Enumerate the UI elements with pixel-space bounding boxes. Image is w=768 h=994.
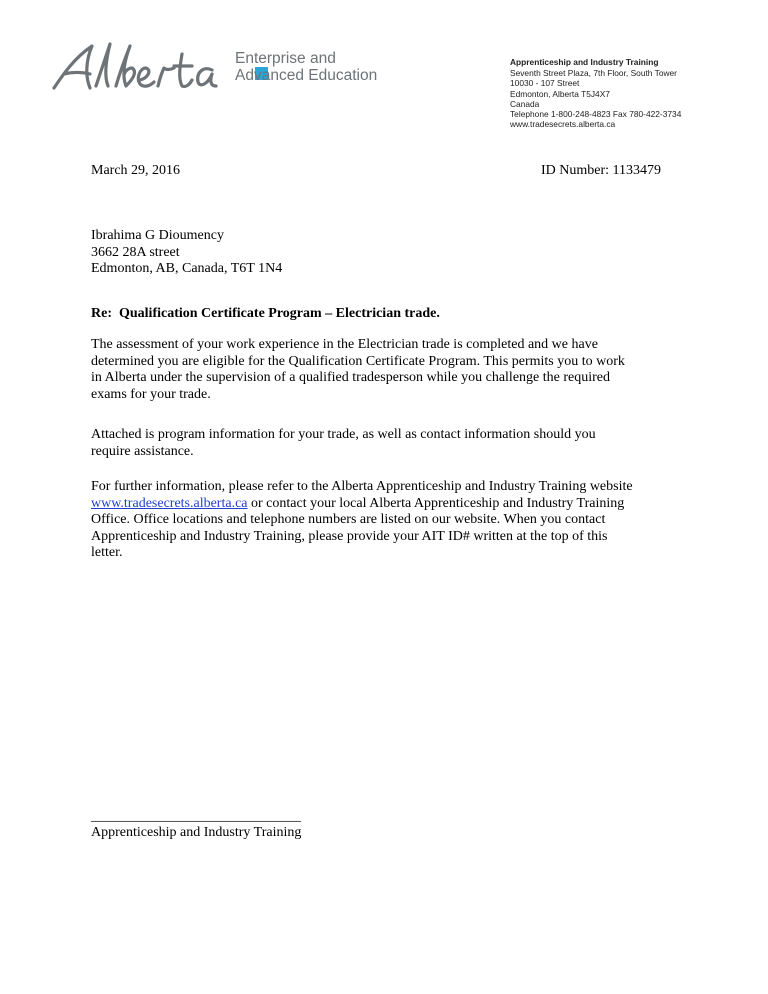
id-number: ID Number: 1133479 — [541, 163, 662, 178]
contact-line: www.tradesecrets.alberta.ca — [510, 119, 616, 130]
paragraph-assessment — [91, 337, 691, 403]
contact-line: Seventh Street Plaza, 7th Floor, South Tower — [510, 68, 677, 79]
paragraph-line: Attached is program information for your trade, as well as contact information should you — [91, 427, 596, 442]
department-name — [235, 50, 377, 84]
letter-date: March 29, 2016 — [91, 163, 181, 178]
paragraph-line: determined you are eligible for the Qualification Certificate Program. This permits you to work — [91, 353, 625, 369]
paragraph-text: or contact your local Alberta Apprenticeship and Industry Training — [247, 495, 625, 511]
paragraph-line: Office. Office locations and telephone numbers are listed on our website. When you contact — [91, 512, 606, 528]
recipient-street: 3662 28A street — [91, 244, 180, 260]
department-line-1: Enterprise and — [235, 50, 336, 67]
contact-block — [510, 57, 681, 129]
recipient-city: Edmonton, AB, Canada, T6T 1N4 — [91, 261, 283, 277]
contact-line: Canada — [510, 98, 540, 109]
paragraph-line: For further information, please refer to the Alberta Apprenticeship and Industry Training website — [91, 479, 633, 494]
contact-line: 10030 - 107 Street — [510, 78, 580, 89]
paragraph-line: The assessment of your work experience in the Electrician trade is completed and we have — [91, 337, 598, 352]
signature-title: Apprenticeship and Industry Training — [91, 825, 302, 840]
alberta-logo-icon — [52, 40, 220, 96]
contact-line: Edmonton, Alberta T5J4X7 — [510, 88, 610, 99]
tradesecrets-link[interactable]: www.tradesecrets.alberta.ca — [91, 495, 248, 511]
paragraph-attached — [91, 427, 691, 460]
paragraph-further-info — [91, 479, 691, 562]
paragraph-line: exams for your trade. — [91, 386, 211, 402]
paragraph-line — [91, 496, 691, 513]
paragraph-line: in Alberta under the supervision of a qualified tradesperson while you challenge the required — [91, 370, 610, 386]
recipient-address — [91, 228, 282, 278]
contact-line: Telephone 1-800-248-4823 Fax 780-422-3734 — [510, 109, 682, 120]
department-line-2: Advanced Education — [235, 67, 378, 84]
subject-line: Re: Qualification Certificate Program – Electrician trade. — [91, 306, 440, 321]
paragraph-line: Apprenticeship and Industry Training, please provide your AIT ID# written at the top of this — [91, 528, 608, 544]
recipient-name: Ibrahima G Dioumency — [91, 228, 224, 243]
paragraph-line: require assistance. — [91, 443, 194, 459]
paragraph-line: letter. — [91, 545, 123, 561]
contact-org: Apprenticeship and Industry Training — [510, 57, 659, 67]
letterhead-logo — [52, 40, 412, 100]
signature-line: ______________________________ — [91, 809, 301, 824]
